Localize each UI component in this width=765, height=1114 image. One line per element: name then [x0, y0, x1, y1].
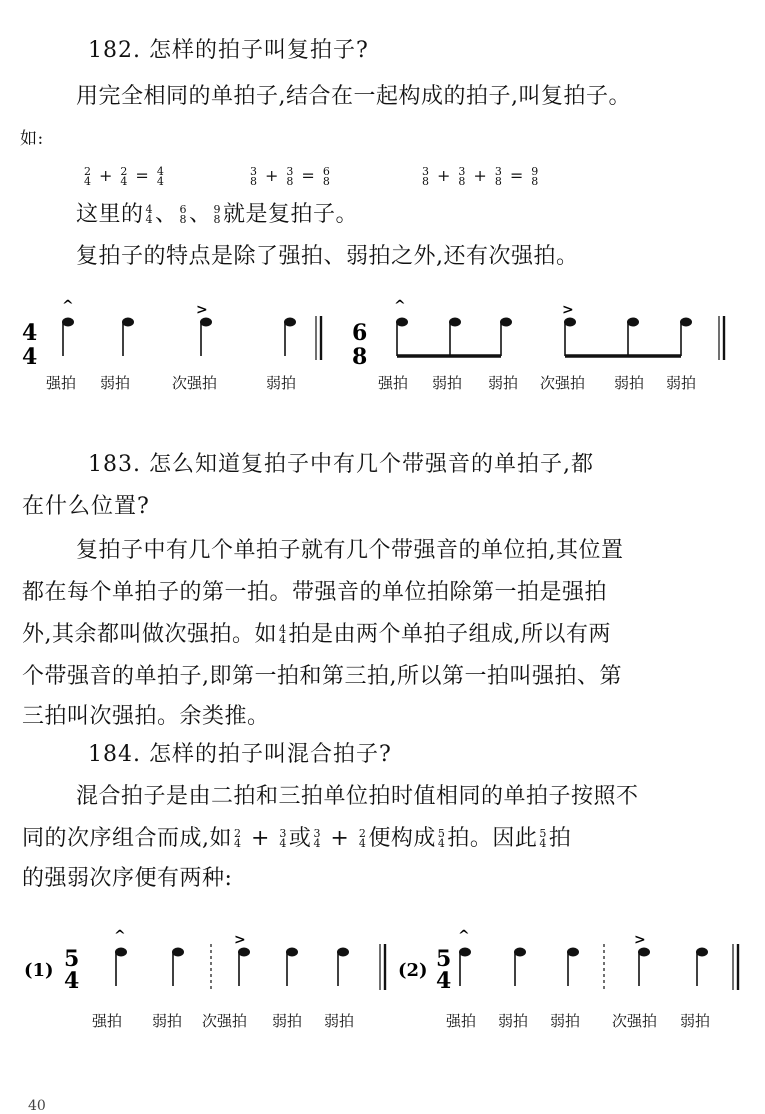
q183-title-line-1: 183. 怎么知道复拍子中有几个带强音的单拍子,都	[88, 452, 594, 477]
beat-label: 弱拍	[266, 374, 297, 392]
secondary-accent-mark: >	[562, 302, 574, 318]
q184-line-2: 同的次序组合而成,如 2 4 + 3 4 或 3 4 + 2 4 便构成 5 4 拍。因此 5 4 拍	[22, 826, 572, 851]
q184-title: 184. 怎样的拍子叫混合拍子?	[88, 742, 392, 767]
beat-label: 强拍	[46, 374, 77, 392]
beat-label: 弱拍	[272, 1012, 303, 1030]
secondary-accent-mark: >	[634, 932, 646, 948]
beat-label: 弱拍	[550, 1012, 581, 1030]
beat-label: 弱拍	[498, 1012, 529, 1030]
beat-label: 弱拍	[680, 1012, 711, 1030]
time-signature-top: 5	[436, 946, 452, 972]
beat-label: 次强拍	[540, 374, 586, 392]
beat-label: 弱拍	[324, 1012, 355, 1030]
time-signature-bottom: 4	[436, 968, 452, 994]
q182-equation-2: 3 8 + 3 8 = 6 8	[250, 164, 330, 188]
q183-line-4: 个带强音的单拍子,即第一拍和第三拍,所以第一拍叫强拍、第	[22, 664, 622, 689]
q183-title-line-2: 在什么位置?	[22, 494, 150, 519]
accent-mark: ^	[62, 298, 74, 314]
time-signature-top: 5	[64, 946, 80, 972]
time-signature-6-8-top: 6	[352, 320, 368, 346]
beat-label: 次强拍	[612, 1012, 658, 1030]
beat-label: 弱拍	[488, 374, 519, 392]
note-head	[122, 318, 134, 327]
time-signature-bottom: 4	[64, 968, 80, 994]
q182-equation-1: 2 4 + 2 4 = 4 4	[84, 164, 164, 188]
beat-label: 次强拍	[172, 374, 218, 392]
time-signature-4-4-bottom: 4	[22, 344, 38, 370]
accent-mark: ^	[394, 298, 406, 314]
q184-notation-examples	[0, 924, 765, 1024]
q183-line-1: 复拍子中有几个单拍子就有几个带强音的单位拍,其位置	[76, 538, 624, 563]
beat-label: 强拍	[378, 374, 409, 392]
beat-label: 弱拍	[152, 1012, 183, 1030]
beat-label: 弱拍	[100, 374, 131, 392]
beat-label: 弱拍	[432, 374, 463, 392]
beat-label: 强拍	[446, 1012, 477, 1030]
example-number-2: (2)	[398, 960, 428, 981]
accent-mark: ^	[114, 928, 126, 944]
beat-label: 弱拍	[666, 374, 697, 392]
q184-line-3: 的强弱次序便有两种:	[22, 866, 233, 891]
beat-label: 强拍	[92, 1012, 123, 1030]
beat-label: 次强拍	[202, 1012, 248, 1030]
example-number-1: (1)	[24, 960, 54, 981]
q182-paragraph-1-tail: 如:	[20, 129, 44, 149]
q182-paragraph-3: 复拍子的特点是除了强拍、弱拍之外,还有次强拍。	[76, 244, 579, 269]
time-signature-6-8-bottom: 8	[352, 344, 368, 370]
accent-mark: ^	[458, 928, 470, 944]
q183-line-2: 都在每个单拍子的第一拍。带强音的单位拍除第一拍是强拍	[22, 580, 608, 605]
secondary-accent-mark: >	[234, 932, 246, 948]
beat-label: 弱拍	[614, 374, 645, 392]
q182-equation-3: 3 8 + 3 8 + 3 8 = 9 8	[422, 164, 539, 188]
q182-paragraph-2: 这里的 4 4 、 6 8 、 9 8 就是复拍子。	[76, 202, 359, 227]
q182-title: 182. 怎样的拍子叫复拍子?	[88, 38, 369, 63]
secondary-accent-mark: >	[196, 302, 208, 318]
q183-line-5: 三拍叫次强拍。余类推。	[22, 704, 270, 729]
time-signature-4-4-top: 4	[22, 320, 38, 346]
page-number: 40	[28, 1098, 46, 1114]
q182-paragraph-1: 用完全相同的单拍子,结合在一起构成的拍子,叫复拍子。	[76, 84, 631, 109]
q183-line-3: 外,其余都叫做次强拍。如 4 4 拍是由两个单拍子组成,所以有两	[22, 622, 611, 647]
q184-line-1: 混合拍子是由二拍和三拍单位拍时值相同的单拍子按照不	[76, 784, 639, 809]
